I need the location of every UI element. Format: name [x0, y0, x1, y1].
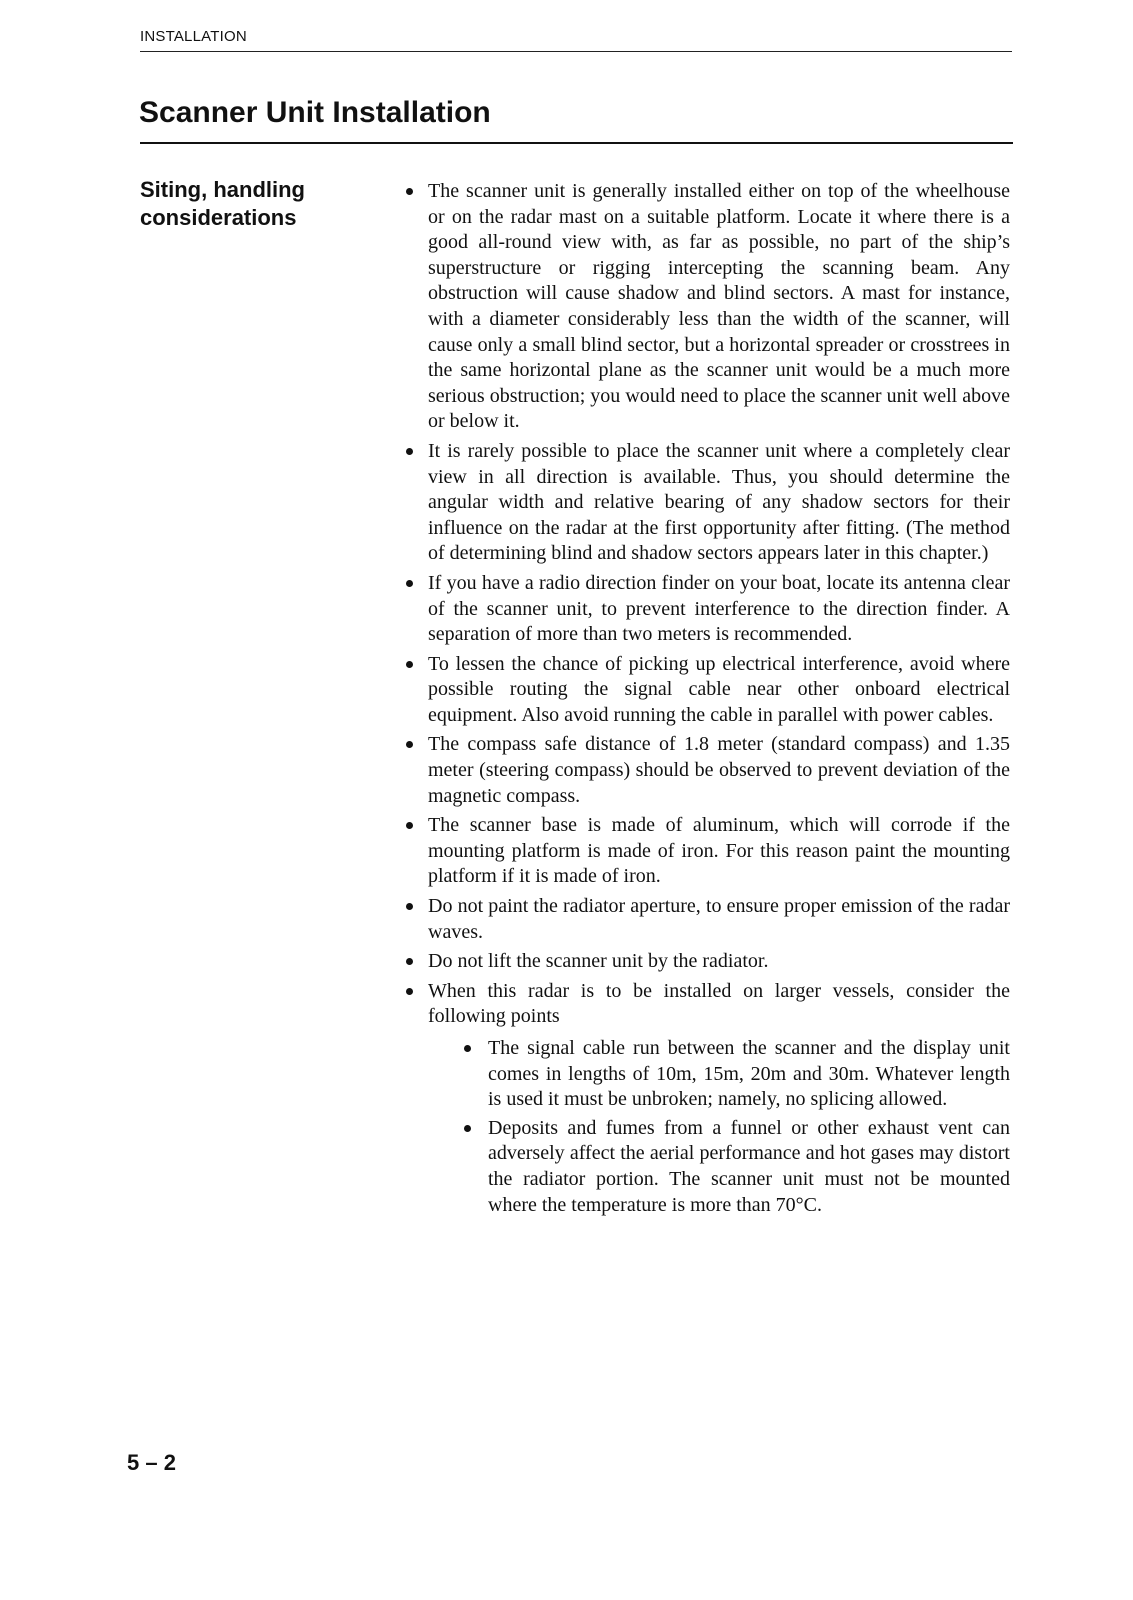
list-item-text: The compass safe distance of 1.8 meter (standard compass) and 1.35 meter (steering compass) should be observed to prevent deviation of the magnetic compass.: [428, 733, 1010, 807]
list-item-text: If you have a radio direction finder on your boat, locate its antenna clear of the scanner unit, to prevent interference to the direction finder. A separation of more than two meters is recommended.: [428, 571, 1010, 646]
list-item-text: The scanner base is made of aluminum, which will corrode if the mounting platform is made of iron. For this reason paint the mounting platform if it is made of iron.: [428, 814, 1010, 888]
header-rule: [140, 51, 1012, 52]
page-title: Scanner Unit Installation: [139, 96, 491, 129]
list-item: [402, 949, 1010, 975]
list-item-text: Do not lift the scanner unit by the radiator.: [428, 950, 769, 973]
list-item: [402, 571, 1010, 648]
title-rule: [140, 142, 1013, 144]
sub-list-item: [458, 1116, 1010, 1218]
bullet-icon: [406, 903, 413, 910]
section-body: [402, 179, 1010, 1222]
bullet-icon: [406, 448, 413, 455]
list-item-text: It is rarely possible to place the scanner unit where a completely clear view in all direction is available. Thus, you should determine the angular width and relative bearing of any shadow sectors for their influence on the radar at the first opportunity after fitting. (The method of determining blind and shadow sectors appears later in this chapter.): [428, 439, 1010, 565]
bullet-icon: [406, 188, 413, 195]
sub-list-item: [458, 1036, 1010, 1113]
bullet-icon: [464, 1045, 471, 1052]
bullet-icon: [464, 1125, 471, 1132]
bullet-list: [402, 179, 1010, 1218]
section-heading: Siting, handling considerations: [140, 177, 305, 230]
sub-bullet-list: [458, 1036, 1010, 1218]
sub-list-item-text: Deposits and fumes from a funnel or other exhaust vent can adversely affect the aerial performance and hot gases may distort the radiator portion. The scanner unit must not be mounted where the temperature is more than 70°C.: [488, 1116, 1010, 1216]
bullet-icon: [406, 661, 413, 668]
list-item: [402, 813, 1010, 890]
list-item-text: Do not paint the radiator aperture, to ensure proper emission of the radar waves.: [428, 895, 1010, 943]
page-number: 5 – 2: [127, 1450, 176, 1475]
running-head: INSTALLATION: [140, 28, 247, 45]
sub-list-item-text: The signal cable run between the scanner and the display unit comes in lengths of 10m, 15m, 20m and 30m. Whatever length is used it must be unbroken; namely, no splicing allowed.: [488, 1037, 1010, 1111]
list-item: [402, 179, 1010, 435]
list-item: [402, 732, 1010, 809]
bullet-icon: [406, 822, 413, 829]
list-item-text: When this radar is to be installed on larger vessels, consider the following points: [428, 979, 1010, 1028]
list-item-text: To lessen the chance of picking up electrical interference, avoid where possible routing the signal cable near other onboard electrical equipment. Also avoid running the cable in parallel with power cables.: [428, 652, 1010, 726]
bullet-icon: [406, 988, 413, 995]
list-item: [402, 979, 1010, 1218]
bullet-icon: [406, 958, 413, 965]
list-item: [402, 894, 1010, 945]
list-item-text: The scanner unit is generally installed either on top of the wheelhouse or on the radar mast on a suitable platform. Locate it where there is a good all-round view with, as far as possible, no part of the ship’s superstructure or rigging intercepting the scanning beam. Any obstruction will cause shadow and blind sectors. A mast for instance, with a diameter considerably less than the width of the scanner, will cause only a small blind sector, but a horizontal spreader or crosstrees in the same horizontal plane as the scanner unit would be a much more serious obstruction; you would need to place the scanner unit well above or below it.: [428, 180, 1010, 433]
bullet-icon: [406, 580, 413, 587]
bullet-icon: [406, 741, 413, 748]
list-item: [402, 439, 1010, 567]
list-item: [402, 652, 1010, 729]
